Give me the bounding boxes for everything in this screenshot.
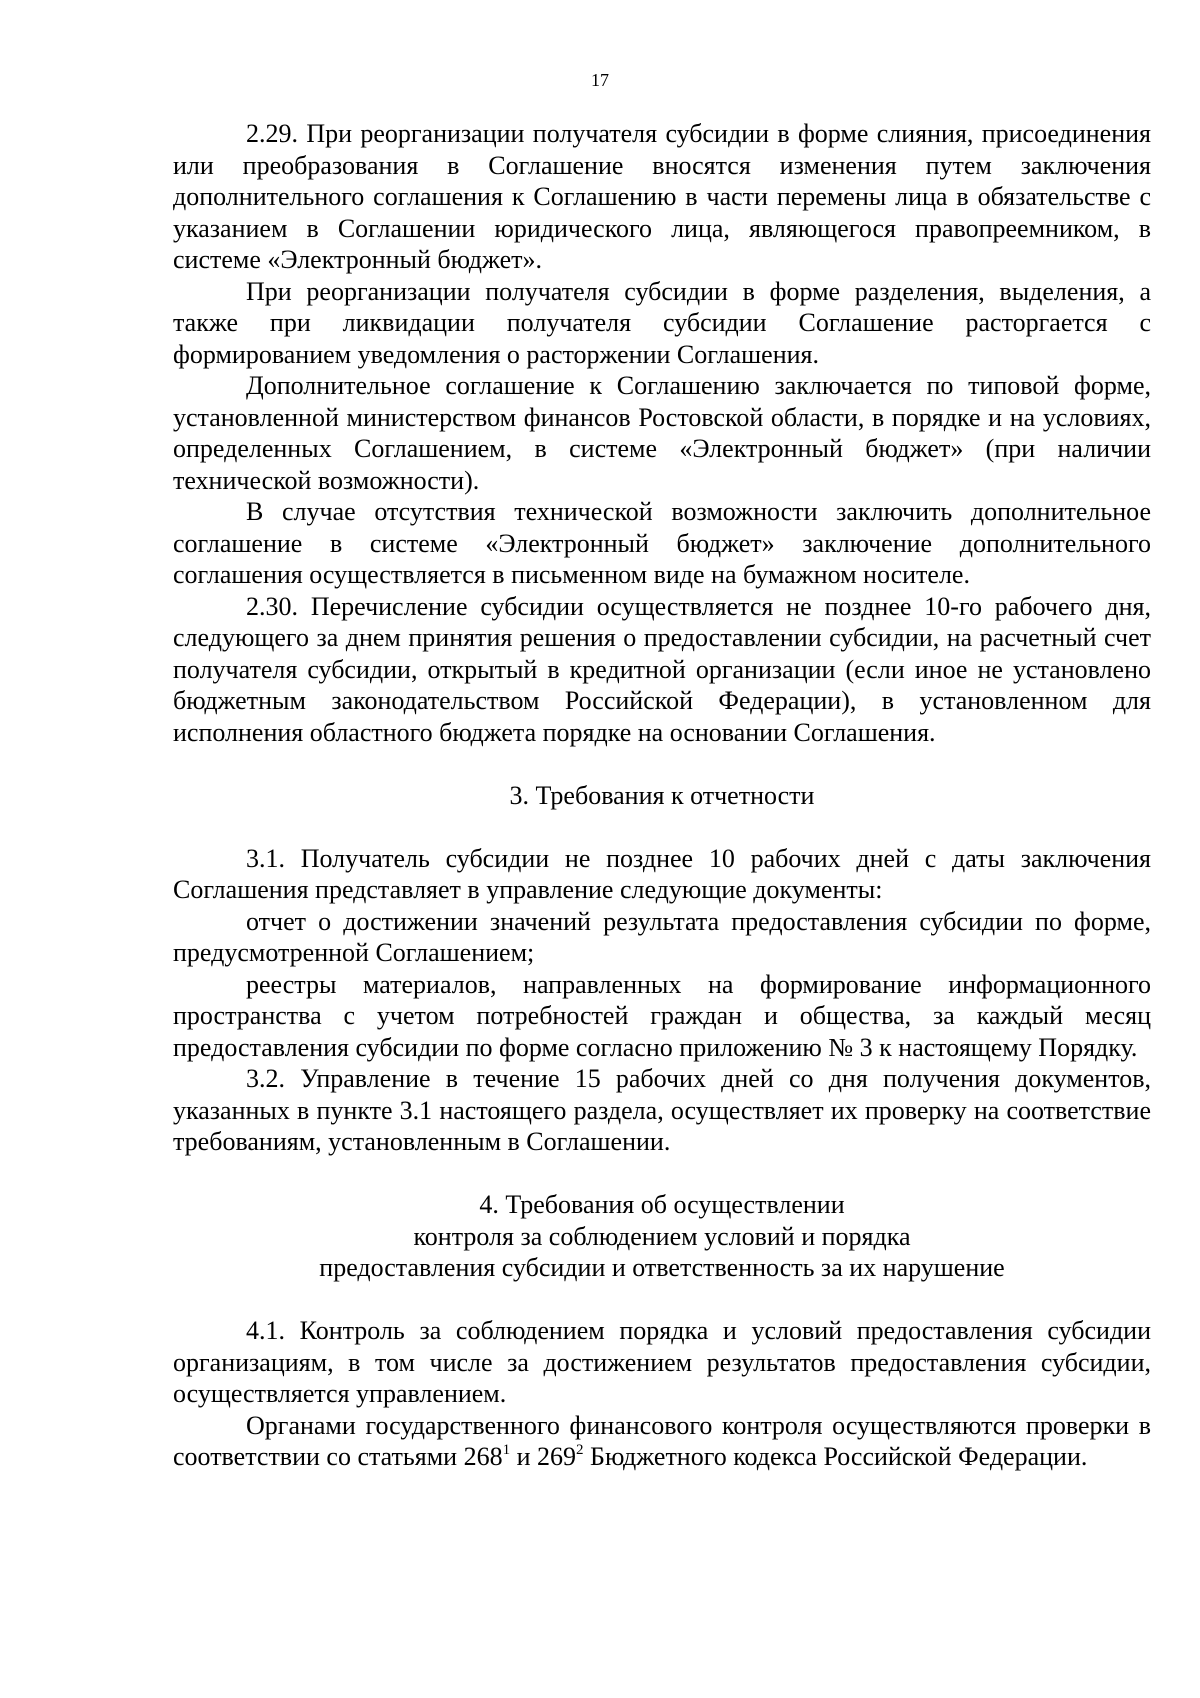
financial-control-text-2: и 269	[510, 1442, 577, 1471]
paragraph-2-30: 2.30. Перечисление субсидии осуществляется не позднее 10-го рабочего дня, следующего за днем принятия решения о предоставлении субсидии, на расчетный счет получателя субсидии, открытый в кредитной организации (если иное не установлено бюджетным законодательством Российской Федерации), в установленном для исполнения областного бюджета порядке на основании Соглашения.	[173, 591, 1151, 747]
section-heading-4-line-2: контроля за соблюдением условий и порядка	[413, 1221, 911, 1251]
paragraph-4-1: 4.1. Контроль за соблюдением порядка и условий предоставления субсидии организациям, в том числе за достижением результатов предоставления субсидии, осуществляется управлением.	[173, 1316, 1151, 1408]
financial-control-text-3: Бюджетного кодекса Российской Федерации.	[583, 1442, 1088, 1471]
paragraph-2-29-reorganization: При реорганизации получателя субсидии в форме разделения, выделения, а также при ликвидации получателя субсидии Соглашение расторгается с формированием уведомления о расторжении Соглашения.	[173, 276, 1151, 369]
financial-control-text-1: Органами государственного финансового контроля осуществляются проверки в соответствии со статьями 268	[173, 1410, 1151, 1471]
document-body	[173, 118, 1151, 1473]
footnote-superscript-1: 1	[502, 1442, 511, 1458]
paragraph-4-1-financial-control	[173, 1410, 1151, 1473]
section-heading-3: 3. Требования к отчетности	[509, 780, 815, 810]
paragraph-2-29-additional-agreement: Дополнительное соглашение к Соглашению заключается по типовой форме, установленной министерством финансов Ростовской области, в порядке и на условиях, определенных Соглашением, в системе «Электронный бюджет» (при наличии технической возможности).	[173, 371, 1151, 495]
section-heading-4-line-1: 4. Требования об осуществлении	[479, 1190, 845, 1219]
paragraph-2-29: 2.29. При реорганизации получателя субсидии в форме слияния, присоединения или преобразования в Соглашение вносятся изменения путем заключения дополнительного соглашения к Соглашению в части перемены лица в обязательстве с указанием в Соглашении юридического лица, являющегося правопреемником, в системе «Электронный бюджет».	[173, 119, 1151, 274]
section-heading-4	[173, 1189, 1151, 1284]
page-number: 17	[591, 70, 609, 90]
paragraph-3-1: 3.1. Получатель субсидии не позднее 10 рабочих дней с даты заключения Соглашения представляет в управление следующие документы:	[173, 843, 1151, 904]
section-heading-4-line-3: предоставления субсидии и ответственность за их нарушение	[319, 1253, 1005, 1282]
footnote-superscript-2: 2	[576, 1442, 584, 1458]
paragraph-3-2: 3.2. Управление в течение 15 рабочих дней со дня получения документов, указанных в пункте 3.1 настоящего раздела, осуществляет их проверку на соответствие требованиям, установленным в Соглашении.	[173, 1064, 1151, 1156]
paragraph-3-1-registers: реестры материалов, направленных на формирование информационного пространства с учетом потребностей граждан и общества, за каждый месяц предоставления субсидии по форме согласно приложению № 3 к настоящему Порядку.	[173, 969, 1151, 1062]
paragraph-2-29-paper-form: В случае отсутствия технической возможности заключить дополнительное соглашение в системе «Электронный бюджет» заключение дополнительного соглашения осуществляется в письменном виде на бумажном носителе.	[173, 497, 1151, 589]
paragraph-3-1-report: отчет о достижении значений результата предоставления субсидии по форме, предусмотренной Соглашением;	[173, 906, 1151, 967]
